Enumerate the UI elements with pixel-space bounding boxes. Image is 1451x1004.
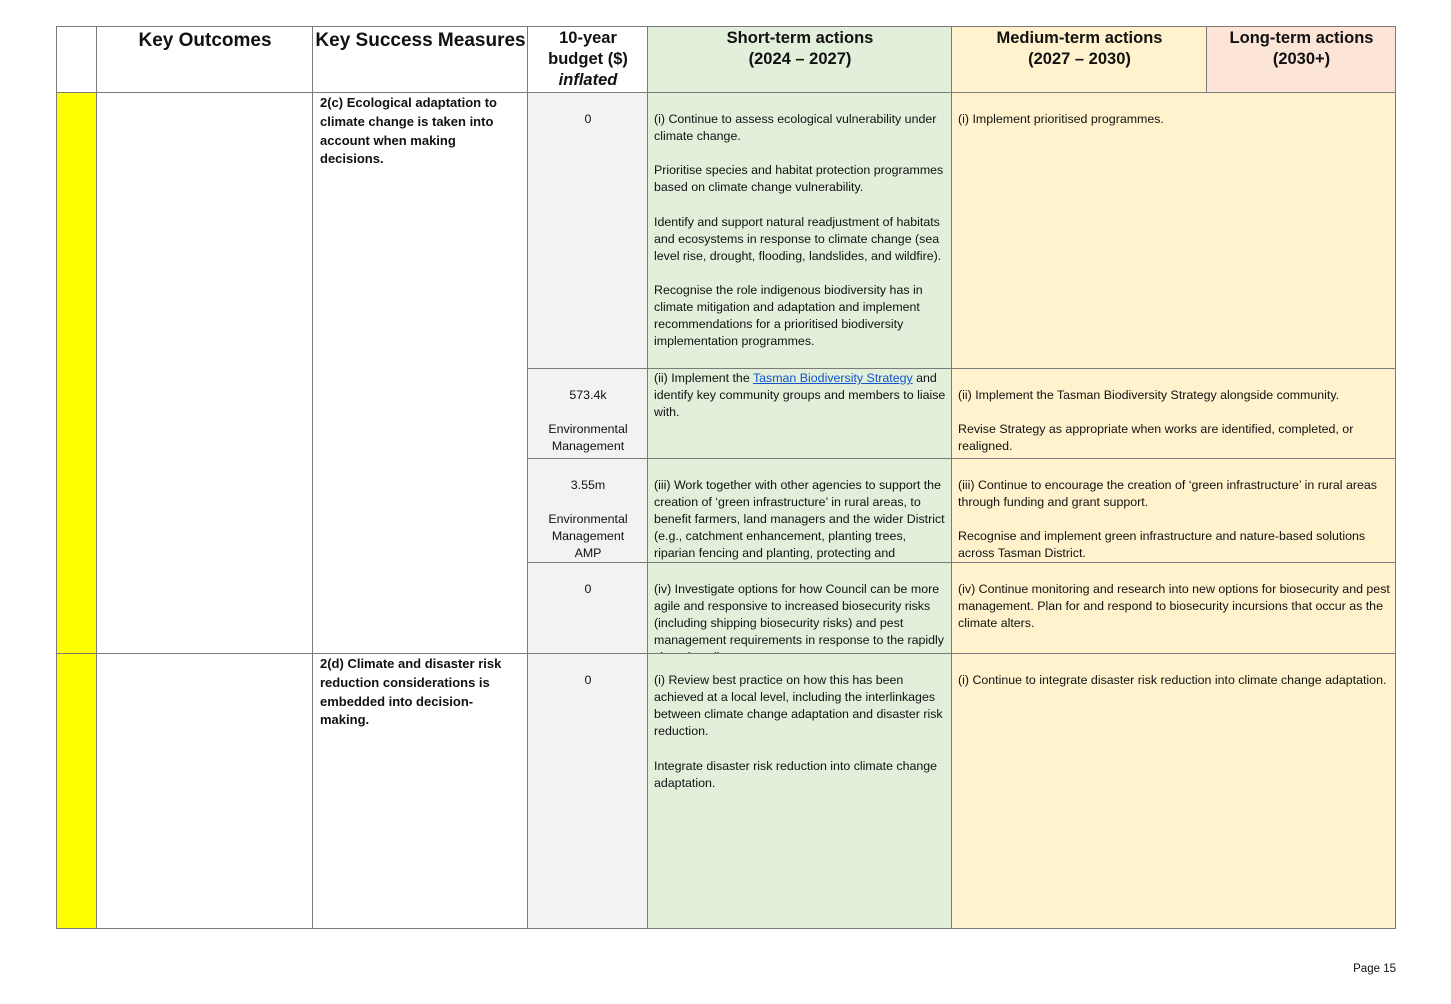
section-d-key-success-measure: [312, 653, 528, 929]
section-d-short-text: (i) Review best practice on how this has been achieved at a local level, including the interlinkages between climate change adaptation and disaster risk reduction. Integrate disaster risk reduction into climate change adaptation.: [654, 673, 943, 790]
section-c-key-outcome-cell: [96, 92, 313, 654]
section-c-key-success-measure: [312, 92, 528, 654]
section-c-row-ii-medium-text: (ii) Implement the Tasman Biodiversity Strategy alongside community. Revise Strategy as appropriate when works are identified, completed, or realigned.: [958, 388, 1354, 454]
section-c-color-marker: [56, 92, 97, 654]
section-d-medium-text: (i) Continue to integrate disaster risk reduction into climate change adaptation.: [958, 673, 1387, 688]
header-medium-term-line2: (2027 – 2030): [1028, 50, 1131, 68]
section-d-budget-value: 0: [584, 673, 592, 688]
section-c-row-iii-medium-text: (iii) Continue to encourage the creation of ‘green infrastructure’ in rural areas through funding and grant support. Recognise and implement green infrastructure and nature-based solutions across Tasman District.: [958, 478, 1377, 561]
section-c-row-i-medium-text: (i) Implement prioritised programmes.: [958, 112, 1164, 127]
page-number: Page 15: [1353, 963, 1396, 975]
header-medium-term-line1: Medium-term actions: [996, 29, 1163, 47]
section-c-row-ii-medium-long-term: [951, 368, 1396, 459]
header-short-term-line2: (2024 – 2027): [748, 50, 852, 68]
section-c-row-i-medium-long-term: [951, 92, 1396, 369]
header-long-term: [1206, 26, 1396, 93]
header-long-term-line1: Long-term actions: [1229, 29, 1374, 47]
header-budget-line1: 10-year: [559, 29, 617, 47]
section-c-row-iii-short-text: (iii) Work together with other agencies to support the creation of ‘green infrastructure’ in rural areas, to benefit farmers, land managers and the wider District (e.g., catchment enhancement, planting trees, riparian fencing and planting, protecting and: [654, 478, 945, 561]
section-c-row-iii-budget: [527, 458, 648, 563]
header-short-term: [647, 26, 952, 93]
section-d-color-marker: [56, 653, 97, 929]
section-c-row-iv-budget-value: 0: [584, 582, 592, 597]
section-c-measure-text: 2(c) Ecological adaptation to climate change is taken into account when making decisions.: [320, 95, 497, 167]
section-c-row-i-budget-value: 0: [584, 112, 592, 127]
header-medium-term: [951, 26, 1207, 93]
section-d-measure-text: 2(d) Climate and disaster risk reduction considerations is embedded into decision-making.: [320, 656, 502, 728]
header-blank-cell: [56, 26, 97, 93]
header-key-success-measures: [312, 26, 528, 93]
section-c-row-iv-budget: [527, 562, 648, 654]
section-c-row-iv-medium-long-term: [951, 562, 1396, 654]
section-c-row-iii-budget-value: 3.55m Environmental Management AMP: [548, 478, 628, 561]
section-c-row-iii-short-term: [647, 458, 952, 563]
header-budget-line2: budget ($): [548, 50, 628, 68]
section-c-row-iv-short-term: [647, 562, 952, 654]
section-d-budget: [527, 653, 648, 929]
section-c-row-i-budget: [527, 92, 648, 369]
tasman-biodiversity-strategy-link[interactable]: Tasman Biodiversity Strategy: [752, 371, 913, 385]
section-c-row-ii-budget: [527, 368, 648, 459]
section-c-row-ii-short-prefix: (ii) Implement the: [654, 371, 753, 385]
section-d-medium-long-term: [951, 653, 1396, 929]
header-key-success-measures-label: Key Success Measures: [315, 30, 526, 51]
header-key-outcomes: [96, 26, 313, 93]
header-budget-line3: inflated: [558, 71, 618, 89]
section-c-row-iv-medium-text: (iv) Continue monitoring and research into new options for biosecurity and pest management. Plan for and respond to biosecurity incursions that occur as the climate alters.: [958, 582, 1390, 631]
section-c-row-i-short-term: [647, 92, 952, 369]
header-budget: [527, 26, 648, 93]
section-c-row-i-short-text: (i) Continue to assess ecological vulnerability under climate change. Prioritise species and habitat protection programmes based on climate change vulnerability. Identify and support natural readjustment of habitats and ecosystems in response to climate change (sea level rise, drought, flooding, landslides, and wildfire). Recognise the role indigenous biodiversity has in climate mitigation and adaptation and implement recommendations for a prioritised biodiversity implementation programmes.: [654, 112, 944, 349]
header-long-term-line2: (2030+): [1272, 50, 1331, 68]
section-c-row-iv-short-text: (iv) Investigate options for how Council can be more agile and responsive to increased biosecurity risks (including shipping biosecurity risks) and pest management requirements in response to the rapidly: [654, 582, 944, 648]
header-key-outcomes-label: Key Outcomes: [138, 30, 272, 51]
section-c-row-iii-medium-long-term: [951, 458, 1396, 563]
section-c-row-ii-budget-value: 573.4k Environmental Management: [548, 388, 628, 454]
section-c-row-ii-short-term: [647, 368, 952, 459]
section-c-row-ii-short-suffix: and identify key community groups and members to liaise with.: [654, 371, 946, 420]
section-d-short-term: [647, 653, 952, 929]
header-short-term-line1: Short-term actions: [726, 29, 874, 47]
section-d-key-outcome-cell: [96, 653, 313, 929]
